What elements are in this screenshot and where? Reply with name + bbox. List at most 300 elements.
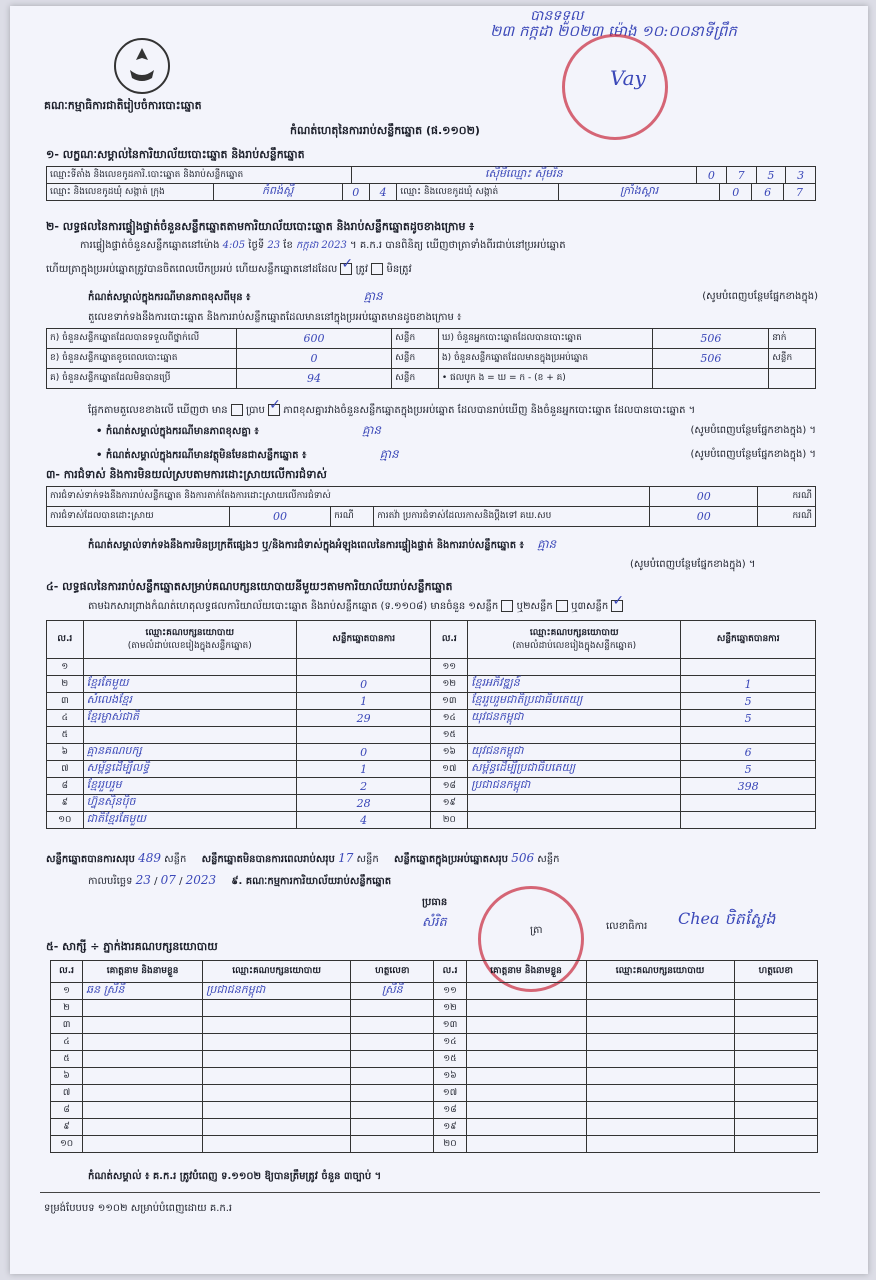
s3-hint: (សូមបំពេញបន្ថែមផ្នែកខាងក្នុង) ។ [630,559,756,570]
witness-sign [351,1102,434,1119]
check-box-1[interactable] [231,404,243,416]
witness-name [466,1017,586,1034]
witness-sign [351,1017,434,1034]
s2-left-value: 94 [236,369,391,389]
result-party: យុវជនកម្ពុជា [468,710,681,727]
emblem-icon [114,38,170,94]
witness-sign [734,1017,817,1034]
s4-opt1: ឬ២សន្លឹក [516,601,553,612]
s1-row2-label-b: ឈ្មោះ និងលេខកូដឃុំ សង្កាត់ [397,184,558,201]
witness-sign [734,983,817,1000]
witness-no: ១៧ [434,1085,466,1102]
col-party-label-r: ឈ្មោះគណបក្សនយោបាយ [529,627,619,638]
result-party: សំលេងខ្មែរ [83,693,296,710]
result-party [468,795,681,812]
section1-table-row2 [46,183,816,201]
result-votes: 28 [296,795,431,812]
result-votes [296,659,431,676]
bullet2-label: • កំណត់សម្គាល់ក្នុងករណីមានវត្ថុមិនមែនជាសន្លឹកឆ្នោត ៖ [96,450,307,461]
wrong-label: មិនត្រូវ [386,264,412,275]
signature-top: Vay [610,66,646,90]
s1-row1-value: ស៊ើមីឈ្មោះ ស៊ីមរិន [351,167,697,184]
witness-party [203,1000,351,1017]
s2-left-unit: សន្លឹក [392,369,439,389]
s2-right-unit [769,369,816,389]
witness-sign [351,1000,434,1017]
total-valid: 489 [138,851,161,865]
witness-name [83,1085,203,1102]
witness-party [586,1034,734,1051]
s2-right-value: 506 [653,349,769,369]
witness-party [586,1000,734,1017]
result-party: ខ្មែរតែមួយ [83,676,296,693]
col-no: ល.រ [47,621,84,659]
results-row [47,710,816,727]
s3-note-value: គ្មាន [537,537,557,551]
witness-sign [734,1119,817,1136]
witness-row [51,1068,818,1085]
result-no: ១៦ [431,744,468,761]
witness-name [466,983,586,1000]
witness-name [83,1051,203,1068]
witness-name [466,1136,586,1153]
result-votes: 398 [681,778,816,795]
s2-right-unit: នាក់ [769,329,816,349]
witness-sign: ស្រីនី [351,983,434,1000]
s2-row [47,329,816,349]
footer-text: ទម្រង់បែបបទ ១១០២ សម្រាប់បំពេញដោយ គ.ក.រ [44,1203,233,1214]
results-row [47,693,816,710]
total-valid-label: សន្លឹកឆ្នោតបានការសរុប [46,854,135,865]
results-row [47,812,816,829]
witness-no: ១៤ [434,1034,466,1051]
results-row [47,744,816,761]
w-col-name-r: គោត្តនាម និងនាមខ្លួន [466,961,586,983]
witness-name [466,1034,586,1051]
witness-name [83,1119,203,1136]
total-invalid: 17 [338,851,354,865]
witness-name [83,1102,203,1119]
seal-label: ត្រា [530,925,543,936]
result-party: ខ្មែររួបរួមជាតិប្រជាធិបតេយ្យ [468,693,681,710]
result-votes: 0 [296,744,431,761]
s1-digit: 3 [786,167,816,184]
form-title: កំណត់ហេតុនៃការរាប់សន្លឹកឆ្នោត (ផ.១១០២) [290,124,480,137]
totals-line [46,852,816,866]
result-party: ខ្មែរម្ចាស់ជាតិ [83,710,296,727]
result-votes [296,727,431,744]
date-day: 23 [135,873,151,887]
s1-row2-value: កំពង់ស្ពឺ [213,184,342,201]
result-no: ៣ [47,693,84,710]
s3-row2-label-b: ការតវ៉ា ប្រការជំទាស់ដែលរកាសនិងប្តឹងទៅ គឃ.សប [374,507,650,527]
witness-sign [351,1085,434,1102]
col-party-sub-r: (តាមលំដាប់លេខរៀងក្នុងសន្លឹកឆ្នោត) [512,640,637,651]
footer-divider [40,1192,820,1193]
w-col-sign-r: ហត្ថលេខា [734,961,817,983]
s1-digit-b: 6 [752,184,784,201]
check-line-text: ផ្អែកតាមតួលេខខាងលើ ឃើញថា មាន [88,405,228,416]
witness-name [466,1068,586,1085]
witness-sign [734,1000,817,1017]
section3-title: ៣- ការជំទាស់ និងការមិនយល់ស្របតាមការដោះស្រាយលើការជំទាស់ [46,468,327,481]
result-votes: 4 [296,812,431,829]
witness-no: ៤ [51,1034,83,1051]
result-party [468,812,681,829]
result-votes: 0 [296,676,431,693]
bullet2-hint: (សូមបំពេញបន្ថែមផ្នែកខាងក្នុង) ។ [690,449,816,460]
witness-name [83,1000,203,1017]
witness-sign [351,1051,434,1068]
check-opt2: ភាពខុសគ្នារវាងចំនួនសន្លឹកឆ្នោតក្នុងប្រអប់ឆ្នោត ដែលបានរាប់ឃើញ និងចំនួនអ្នកបោះឆ្នោត ដែលបានបោះឆ្នោត ។ [283,405,696,416]
w-col-party-r: ឈ្មោះគណបក្សនយោបាយ [586,961,734,983]
bullet2-value: គ្មាន [379,447,399,461]
witness-no: ១៨ [434,1102,466,1119]
s3-row2-unit-b: ករណី [758,507,816,527]
s3-row2-value-b: 00 [650,507,758,527]
s2-right-value [653,369,769,389]
witness-no: ៣ [51,1017,83,1034]
check-box-2[interactable] [268,404,280,416]
intro-c: ហើយត្រាក្នុងប្រអប់ឆ្នោតត្រូវបានចិតពេលបើកប្រអប់ ហើយសន្លឹកឆ្នោតនៅដដែល [46,264,338,275]
count-year: 2023 [321,240,347,251]
witness-party [586,1119,734,1136]
result-no: ១ [47,659,84,676]
section3-table [46,486,816,527]
witness-no: ១០ [51,1136,83,1153]
correct-checkbox[interactable] [340,263,352,275]
s4-opt2: ឬ៣សន្លឹក [571,601,609,612]
result-votes: 29 [296,710,431,727]
witness-sign [734,1034,817,1051]
result-votes: 5 [681,710,816,727]
s1-digit: 5 [756,167,786,184]
total-valid-unit: សន្លឹក [164,854,187,865]
witness-party [586,1102,734,1119]
witness-party [203,1102,351,1119]
witness-name [466,1119,586,1136]
witness-table [50,960,818,1153]
s2-right-label: ង) ចំនួនសន្លឹកឆ្នោតដែលមានក្នុងប្រអប់ឆ្នោត [438,349,653,369]
col-no-r: ល.រ [431,621,468,659]
section5-title: ៥- សាក្សី ÷ ភ្នាក់ងារគណបក្សនយោបាយ [46,940,218,953]
witness-no: ៥ [51,1051,83,1068]
bullet1-hint: (សូមបំពេញបន្ថែមផ្នែកខាងក្នុង) ។ [690,425,816,436]
witness-sign [734,1102,817,1119]
s4-intro [88,600,818,613]
s3-row1-label: ការជំទាស់ទាក់ទងនឹងការរាប់សន្លឹកឆ្នោត និងការតាក់តែងការដោះស្រាយលើការជំទាស់ [47,487,650,507]
committee-label: ៩. គណៈកម្មការការិយាល័យរាប់សន្លឹកឆ្នោត [231,876,392,887]
s1-row2-value-b: ក្រាំងស្គារ [558,184,719,201]
result-no: ១១ [431,659,468,676]
result-party: ប្រជាជនកម្ពុជា [468,778,681,795]
s3-row1-unit: ករណី [758,487,816,507]
witness-no: ១៣ [434,1017,466,1034]
bullet2 [96,448,816,462]
note-hint: (សូមបំពេញបន្ថែមផ្នែកខាងក្នុង) [702,291,818,302]
section2-intro-c [46,263,826,276]
results-row [47,727,816,744]
result-no: ៦ [47,744,84,761]
witness-row [51,1119,818,1136]
secretary-label: លេខាធិការ [606,921,648,932]
witness-party [586,1085,734,1102]
section2-title: ២- លទ្ធផលនៃការផ្ទៀងផ្ទាត់ចំនួនសន្លឹកឆ្នោតតាមការិយាល័យបោះឆ្នោត និងរាប់សន្លឹកឆ្នោតដូចខាងក្រោម ៖ [46,220,475,233]
witness-no: ១៦ [434,1068,466,1085]
witness-no: ២ [51,1000,83,1017]
section1-table [46,166,816,184]
results-row [47,778,816,795]
check-line [88,404,823,417]
result-no: ១៥ [431,727,468,744]
witness-no: ១៥ [434,1051,466,1068]
result-no: ១៣ [431,693,468,710]
witness-sign [734,1051,817,1068]
total-invalid-unit: សន្លឹក [356,854,379,865]
col-party-label: ឈ្មោះគណបក្សនយោបាយ [145,627,235,638]
witness-party [586,1068,734,1085]
s2-row [47,369,816,389]
bullet1 [96,424,816,438]
result-party [83,727,296,744]
witness-row [51,1051,818,1068]
month-label: ខែ [283,240,293,251]
intro-a: ការផ្ទៀងផ្ទាត់ចំនួនសន្លឹកឆ្នោតនៅម៉ោង [80,240,220,251]
witness-no: ១១ [434,983,466,1000]
witness-name [466,1085,586,1102]
note-value: គ្មាន [363,289,383,303]
witness-party [203,1034,351,1051]
section3-note [88,538,818,552]
section4-title: ៤- លទ្ធផលនៃការរាប់សន្លឹកឆ្នោតសម្រាប់គណបក្សនយោបាយនីមួយៗតាមការិយាល័យរាប់សន្លឹកឆ្នោត [46,580,453,593]
result-votes [681,659,816,676]
witness-row [51,1102,818,1119]
results-row [47,659,816,676]
witness-row [51,1000,818,1017]
witness-name [466,1000,586,1017]
s2-right-label: • ផលបូក ង = ឃ = ក - (ខ + គ) [438,369,653,389]
day-label: ថ្ងៃទី [248,240,265,251]
col-votes: សន្លឹកឆ្នោតបានការ [296,621,431,659]
result-no: ១០ [47,812,84,829]
witness-party: ប្រជាជនកម្ពុជា [203,983,351,1000]
s1-digit-b: 7 [784,184,816,201]
correct-label: ត្រូវ [355,264,369,275]
witness-party [203,1085,351,1102]
result-no: ៧ [47,761,84,778]
s1-digit: 7 [726,167,756,184]
date-year: 2023 [185,873,217,887]
count-month: កក្កដា [296,240,319,251]
section2-note [88,290,818,304]
w-col-party: ឈ្មោះគណបក្សនយោបាយ [203,961,351,983]
chair-label: ប្រធាន [422,897,448,908]
witness-sign [734,1136,817,1153]
result-votes: 5 [681,693,816,710]
form-sheet [10,6,868,1274]
witness-party [586,1051,734,1068]
witness-no: ៩ [51,1119,83,1136]
s1-row2-label: ឈ្មោះ និងលេខកូដឃុំ សង្កាត់ ក្រុង [47,184,214,201]
witness-no: ៨ [51,1102,83,1119]
result-no: ១៧ [431,761,468,778]
result-no: ១៨ [431,778,468,795]
s2-left-unit: សន្លឹក [392,349,439,369]
witness-sign [734,1068,817,1085]
s1-code: 0 [342,184,369,201]
org-name: គណៈកម្មាធិការជាតិរៀបចំការបោះឆ្នោត [44,99,202,112]
total-box-label: សន្លឹកឆ្នោតក្នុងប្រអប់ឆ្នោតសរុប [393,854,508,865]
s3-row2-label: ការជំទាស់ដែលបានដោះស្រាយ [47,507,230,527]
s4-box-1[interactable] [501,600,513,612]
witness-no: ១ [51,983,83,1000]
result-party [468,659,681,676]
witness-party [203,1119,351,1136]
result-votes: 1 [681,676,816,693]
s4-box-3[interactable] [611,600,623,612]
intro-b: ។ គ.ក.រ បានពិនិត្យ ឃើញថាត្រាទាំងពីរជាប់នៅប្រអប់ឆ្នោត [350,240,566,251]
result-no: ២០ [431,812,468,829]
witness-row [51,1017,818,1034]
witness-no: ១២ [434,1000,466,1017]
witness-sign [734,1085,817,1102]
result-party: ខ្មែររួបរួម [83,778,296,795]
witness-party [203,1017,351,1034]
witness-name [466,1051,586,1068]
result-votes: 1 [296,761,431,778]
wrong-checkbox[interactable] [371,263,383,275]
s2-right-label: ឃ) ចំនួនអ្នកបោះឆ្នោតដែលបានបោះឆ្នោត [438,329,653,349]
s3-row2-unit: ករណី [331,507,374,527]
witness-row [51,1136,818,1153]
witness-name [83,1034,203,1051]
section5-note: កំណត់សម្គាល់ ៖ គ.ក.រ ត្រូវបំពេញ ទ.១១០២ ឱ្យបានត្រឹមត្រូវ ចំនួន ៣ច្បាប់ ។ [88,1171,382,1182]
check-opt1: ប្រាប [246,405,265,416]
chair-signature: សំរិត [422,915,447,930]
s2-left-unit: សន្លឹក [392,329,439,349]
s3-row1-value: 00 [650,487,758,507]
s2-left-label: ក) ចំនួនសន្លឹកឆ្នោតដែលបានទទួលពីថ្នាក់លើ [47,329,237,349]
s1-digit: 0 [697,167,727,184]
result-votes: 1 [296,693,431,710]
results-row [47,761,816,778]
count-time: 4:05 [222,240,246,251]
result-no: ១៤ [431,710,468,727]
section1-title: ១- លក្ខណៈសម្គាល់នៃការិយាល័យបោះឆ្នោត និងរាប់សន្លឹកឆ្នោត [46,148,305,161]
result-party: យុវជនកម្ពុជា [468,744,681,761]
result-party [468,727,681,744]
witness-row [51,1034,818,1051]
witness-no: ១៩ [434,1119,466,1136]
total-box: 506 [511,851,535,865]
result-party: ហ្វ៊ុនស៊ិនប៉ិច [83,795,296,812]
results-row [47,795,816,812]
witness-party [203,1068,351,1085]
result-party: ជាតិខ្មែរតែមួយ [83,812,296,829]
witness-name [83,1136,203,1153]
result-votes [681,727,816,744]
col-votes-r: សន្លឹកឆ្នោតបានការ [681,621,816,659]
s2-right-unit: សន្លឹក [769,349,816,369]
witness-no: ៦ [51,1068,83,1085]
bullet1-label: • កំណត់សម្គាល់ក្នុងករណីមានភាពខុសគ្នា ៖ [96,426,259,437]
s4-intro-text: តាមឯកសារព្រាងកំណត់ហេតុលទ្ធផលការិយាល័យបោះឆ្នោត និងរាប់សន្លឹកឆ្នោត (ទ.១១០៨) មានចំនួន ១សន្លឹក [88,601,499,612]
bullet1-value: គ្មាន [361,423,382,437]
table-intro: តួលេខទាក់ទងនឹងការបោះឆ្នោត និងការរាប់សន្លឹកឆ្នោតដែលមាននៅក្នុងប្រអប់ឆ្នោតមានដូចខាងក្រោម ៖ [88,312,462,323]
witness-name: ឆន ស្រីនី [83,983,203,1000]
witness-row [51,983,818,1000]
result-votes: 5 [681,761,816,778]
section2-intro [80,239,820,252]
result-no: ១២ [431,676,468,693]
witness-name [83,1068,203,1085]
witness-row [51,1085,818,1102]
s2-right-value: 506 [653,329,769,349]
witness-name [466,1102,586,1119]
witness-sign [351,1119,434,1136]
date-line: កាលបរិច្ឆេទ 23 / 07 / 2023 ៩. គណៈកម្មការការិយាល័យរាប់សន្លឹកឆ្នោត [88,873,392,887]
result-party: គ្មានគណបក្ស [83,744,296,761]
results-table [46,620,816,829]
w-col-sign: ហត្ថលេខា [351,961,434,983]
result-party: សម្ព័ន្ធដើម្បីប្រជាធិបតេយ្យ [468,761,681,778]
witness-party [586,983,734,1000]
result-votes [681,812,816,829]
w-col-no-r: ល.រ [434,961,466,983]
total-invalid-label: សន្លឹកឆ្នោតមិនបានការពេលរាប់សរុប [201,854,335,865]
s2-left-value: 0 [236,349,391,369]
col-party-sub: (តាមលំដាប់លេខរៀងក្នុងសន្លឹកឆ្នោត) [127,640,252,651]
s1-code: 4 [369,184,396,201]
section2-table [46,328,816,389]
witness-sign [351,1034,434,1051]
count-day: 23 [267,240,281,251]
witness-name [83,1017,203,1034]
secretary-signature: Chea ចិតស្លែង [678,909,776,928]
result-party: សម្ព័ន្ធដើម្បីលទ្ធិ [83,761,296,778]
result-party [83,659,296,676]
result-no: ៥ [47,727,84,744]
s1-row1-label: ឈ្មោះទីតាំង និងលេខកូដការិ.បោះឆ្នោត និងរាប់សន្លឹកឆ្នោត [47,167,352,184]
date-label: កាលបរិច្ឆេទ [88,876,133,887]
total-box-unit: សន្លឹក [537,854,560,865]
result-no: ១៩ [431,795,468,812]
s2-left-label: គ) ចំនួនសន្លឹកឆ្នោតដែលមិនបានប្រើ [47,369,237,389]
result-party: ខ្មែរអភិវឌ្ឍន៍ [468,676,681,693]
witness-party [586,1017,734,1034]
s3-row2-value: 00 [229,507,330,527]
witness-party [203,1051,351,1068]
s3-note-label: កំណត់សម្គាល់ទាក់ទងនឹងការមិនប្រក្រតីផ្សេងៗ ឬ/និងការជំទាស់ក្នុងអំឡុងពេលនៃការផ្ទៀងផ្ទាត់ និងការរាប់សន្លឹកឆ្នោត ៖ [88,540,524,551]
s4-box-2[interactable] [556,600,568,612]
result-votes: 2 [296,778,431,795]
result-votes [681,795,816,812]
result-votes: 6 [681,744,816,761]
s2-left-label: ខ) ចំនួនសន្លឹកឆ្នោតខូចពេលបោះឆ្នោត [47,349,237,369]
witness-no: ៧ [51,1085,83,1102]
date-month: 07 [160,873,176,887]
received-note-line1: បានទទួល [530,8,584,24]
witness-party [203,1136,351,1153]
witness-sign [351,1136,434,1153]
w-col-no: ល.រ [51,961,83,983]
result-no: ៩ [47,795,84,812]
col-party-r [468,621,681,659]
result-no: ៨ [47,778,84,795]
s2-left-value: 600 [236,329,391,349]
result-no: ២ [47,676,84,693]
witness-party [586,1136,734,1153]
